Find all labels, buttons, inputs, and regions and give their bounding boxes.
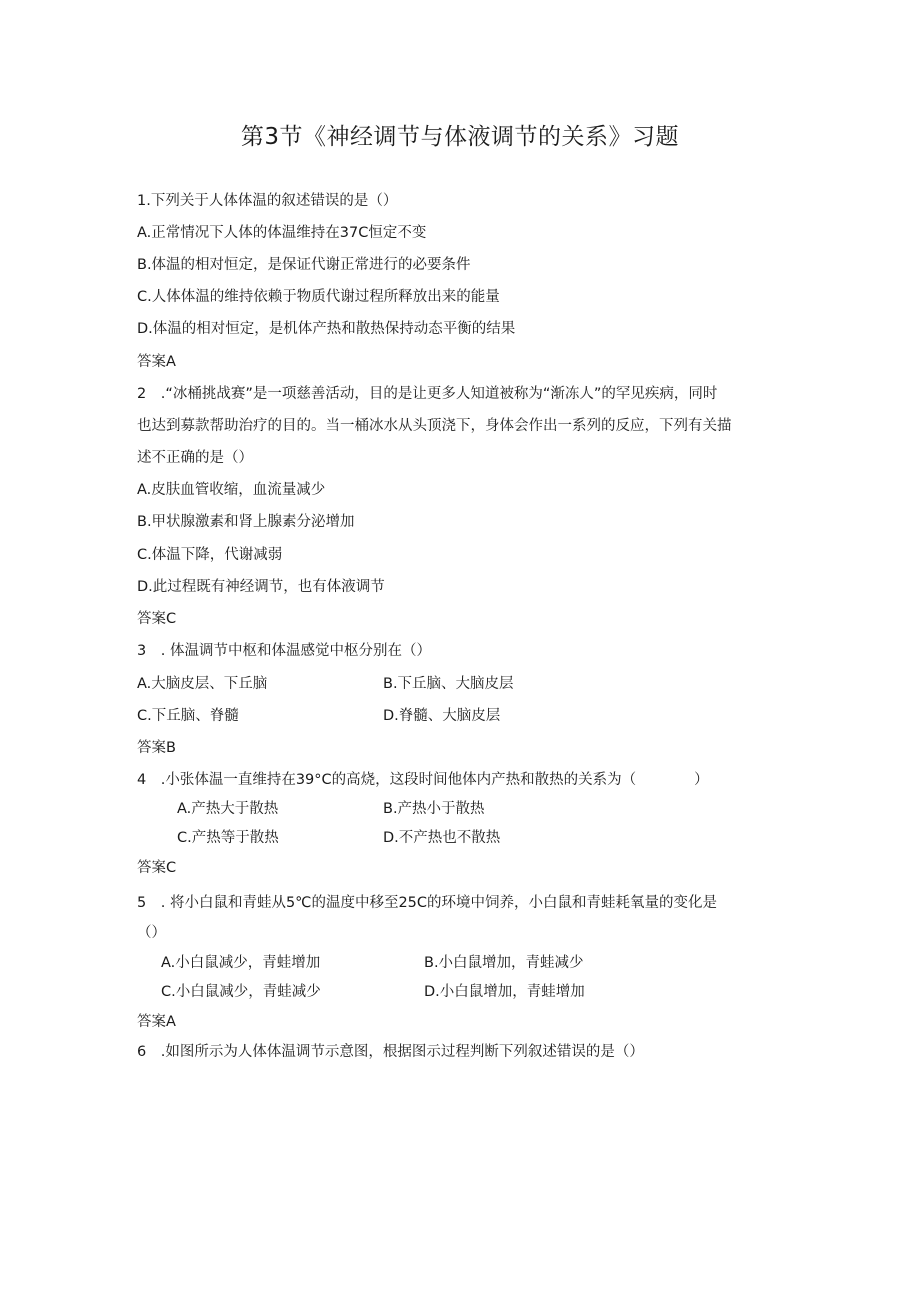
q1-option-d: D.体温的相对恒定，是机体产热和散热保持动态平衡的结果 [137,321,516,337]
q2-answer: 答案C [137,611,177,627]
q5-option-b: B.小白鼠增加，青蛙减少 [424,955,584,971]
q2-stem-line2: 也达到募款帮助治疗的目的。当一桶冰水从头顶浇下，身体会作出一系列的反应，下列有关描 [137,418,732,434]
q2-option-b: B.甲状腺激素和肾上腺素分泌增加 [137,514,355,530]
q2-option-d: D.此过程既有神经调节，也有体液调节 [137,579,385,595]
q4-option-c: C.产热等于散热 [177,830,279,846]
q5-option-d: D.小白鼠增加，青蛙增加 [424,984,585,1000]
q3-answer: 答案B [137,740,176,756]
q2-stem-line1: 2 .“冰桶挑战赛”是一项慈善活动，目的是让更多人知道被称为“渐冻人”的罕见疾病，同时 [137,386,718,402]
q1-option-b: B.体温的相对恒定，是保证代谢正常进行的必要条件 [137,257,471,273]
q5-option-a: A.小白鼠减少，青蛙增加 [161,955,321,971]
q5-stem-line2: （） [137,925,166,941]
q4-option-d: D.不产热也不散热 [383,830,501,846]
page-title: 第3节《神经调节与体液调节的关系》习题 [240,124,680,150]
q4-answer: 答案C [137,860,177,876]
q3-stem: 3 . 体温调节中枢和体温感觉中枢分别在（） [137,643,431,659]
q5-stem-line1: 5 . 将小白鼠和青蛙从5℃的温度中移至25C的环境中饲养，小白鼠和青蛙耗氧量的变化是 [137,895,718,911]
q4-stem: 4 .小张体温一直维持在39°C的高烧，这段时间他体内产热和散热的关系为（ ） [137,772,709,788]
q1-option-c: C.人体体温的维持依赖于物质代谢过程所释放出来的能量 [137,289,500,305]
q2-option-a: A.皮肤血管收缩，血流量减少 [137,482,326,498]
q5-option-c: C.小白鼠减少，青蛙减少 [161,984,321,1000]
q3-option-d: D.脊髓、大脑皮层 [383,708,501,724]
q2-option-c: C.体温下降，代谢减弱 [137,547,283,563]
q3-option-c: C.下丘脑、脊髓 [137,708,239,724]
q3-option-b: B.下丘脑、大脑皮层 [383,676,514,692]
q1-option-a: A.正常情况下人体的体温维持在37C恒定不变 [137,225,427,241]
q1-stem: 1.下列关于人体体温的叙述错误的是（） [137,193,398,209]
q4-option-b: B.产热小于散热 [383,801,485,817]
q5-answer: 答案A [137,1014,176,1030]
q1-answer: 答案A [137,354,176,370]
q2-stem-line3: 述不正确的是（） [137,450,253,466]
q3-option-a: A.大脑皮层、下丘脑 [137,676,268,692]
q4-option-a: A.产热大于散热 [177,801,279,817]
q6-stem: 6 .如图所示为人体体温调节示意图，根据图示过程判断下列叙述错误的是（） [137,1044,644,1060]
